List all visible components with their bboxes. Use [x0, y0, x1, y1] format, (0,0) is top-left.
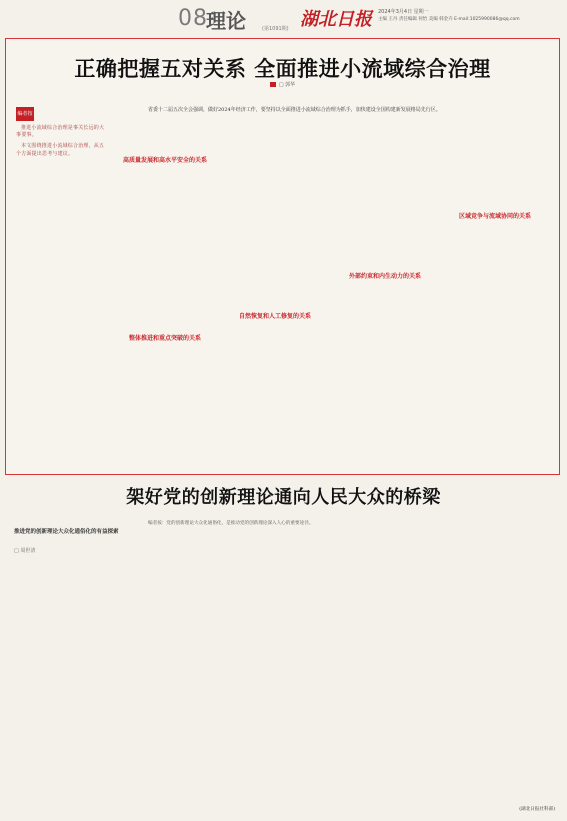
subhead-3: 自然恢复和人工修复的关系 [238, 313, 311, 320]
second-article-source: (湖北日报社科部) [519, 807, 555, 812]
body-column-3 [334, 153, 436, 465]
editor-meta: 主编 王丹 责任编辑 何怡 美编 韩金卉 E-mail:1025990086@qq.com [378, 17, 520, 22]
subhead-2: 整体推进和重点突破的关系 [128, 335, 201, 342]
subhead-1: 高质量发展和高水平安全的关系 [122, 157, 207, 164]
issue-date: 2024年3月4日 星期一 [378, 9, 429, 15]
issue-number: (第1091期) [262, 26, 289, 32]
second-article-title[interactable]: 架好党的创新理论通向人民大众的桥梁 [126, 487, 441, 508]
section-title: 理论 [206, 9, 246, 33]
subhead-5: 区域竞争与流域协同的关系 [458, 213, 531, 220]
lead-article-body [114, 107, 554, 467]
lead-article-abstract: 省委十二届五次全会强调，做好2024年经济工作，要坚持以全面推进小流域综合治理为抓手，加快建设全国构建新发展格局先行区。 [148, 107, 441, 113]
body-column-2 [224, 153, 326, 465]
page-number: 08 [178, 6, 208, 31]
body-column-1 [114, 153, 216, 465]
second-article-abstract: 编者按：党的创新理论大众化通俗化，是推动党的创新理论深入人心的重要途径。 [148, 521, 314, 526]
lead-article-title[interactable]: 正确把握五对关系 全面推进小流域综合治理 [74, 57, 491, 81]
second-body-column-3 [226, 560, 321, 810]
newspaper-logo: 湖北日报 [300, 9, 372, 30]
editor-note-tag: 编者按 [16, 107, 34, 121]
editor-sidebar [16, 107, 106, 162]
second-body-column-4 [332, 560, 427, 810]
second-body-column-1 [14, 560, 109, 810]
body-column-4 [444, 153, 546, 465]
second-article-author: □ 周世清 [14, 548, 36, 554]
subhead-4: 外部约束和内生动力的关系 [348, 273, 421, 280]
author-marker-icon [270, 82, 276, 87]
second-body-column-5 [452, 560, 547, 806]
second-body-column-2 [120, 560, 215, 810]
lead-article-frame [5, 38, 560, 475]
second-article-subtitle: 推进党的创新理论大众化通俗化的有益探索 [14, 529, 119, 535]
masthead [0, 0, 567, 34]
editor-note: 推进小流域综合治理是事关长远的大事要事。 本文围绕推进小流域综合治理，从五个方面提出思考与建议。 [16, 125, 105, 157]
lead-article-author: □ 郭华 [6, 81, 559, 88]
